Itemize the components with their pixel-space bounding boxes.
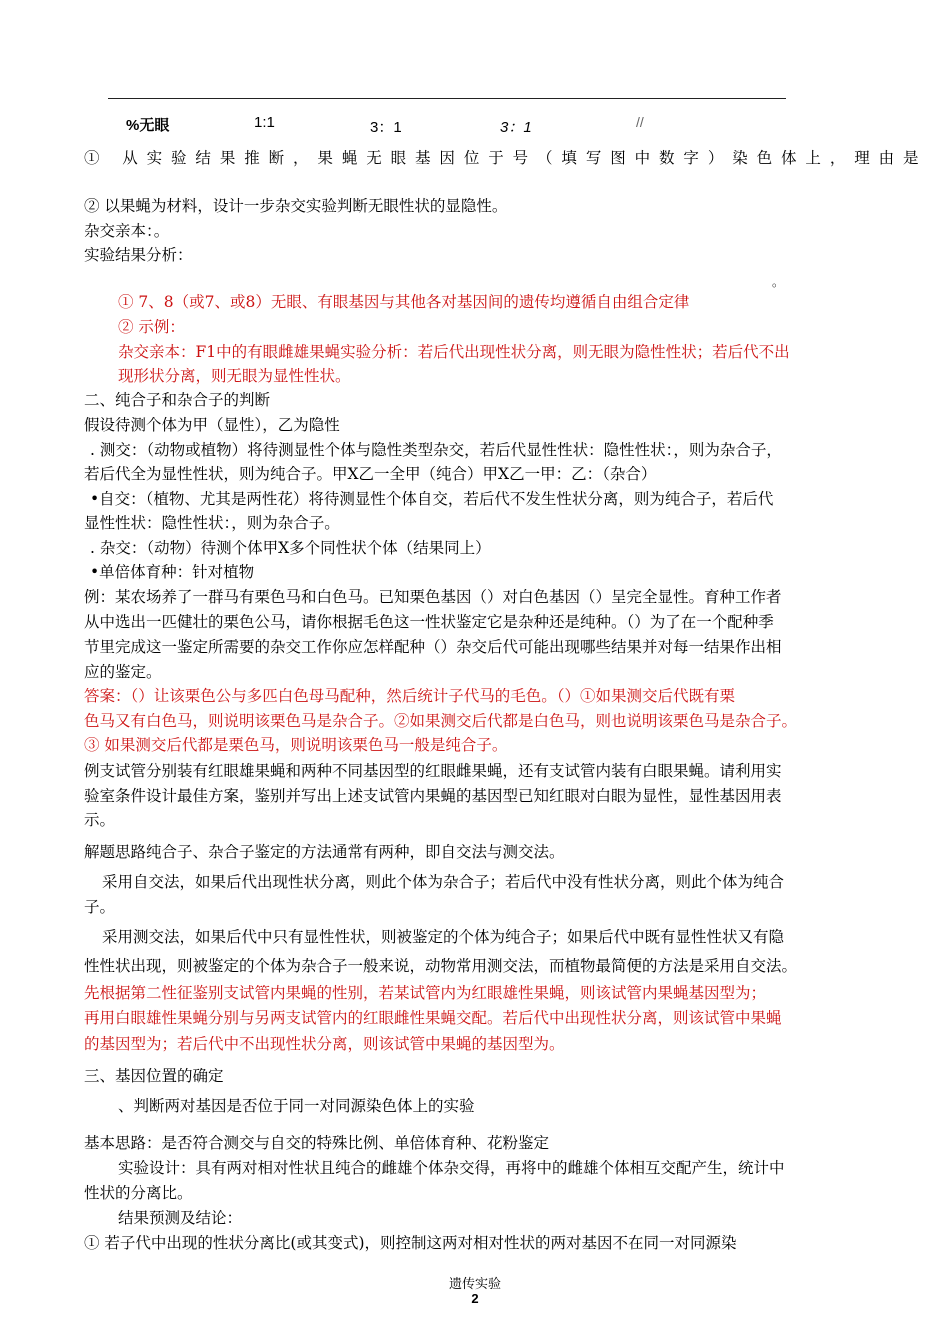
selfcross-method-line-cont: 子。 (84, 898, 116, 916)
table-row-label: %无眼 (126, 117, 170, 134)
answer-horse-line-1: 答案：（）让该栗色公与多匹白色母马配种，然后统计子代马的毛色。（）①如果测交后代既有栗 (84, 687, 736, 705)
cross-parents-line: 杂交亲本：。 (84, 222, 170, 240)
example-fly-line-1: 例支试管分别装有红眼雄果蝇和两种不同基因型的红眼雌果蝇，还有支试管内装有白眼果蝇。请利用实 (84, 762, 782, 780)
answer-fly-line-3: 的基因型为；若后代中不出现性状分离，则该试管中果蝇的基因型为。 (84, 1035, 565, 1053)
testcross-method-line-cont: 性性状出现，则被鉴定的个体为杂合子一般来说，动物常用测交法，而植物最简便的方法是采用自交法。 (84, 957, 798, 975)
experiment-design-line-cont: 性状的分离比。 (84, 1184, 193, 1202)
testcross-method-line: 采用测交法，如果后代中只有显性性状，则被鉴定的个体为纯合子；如果后代中既有显性性状又有隐 (102, 928, 785, 946)
selfcross-line: •自交：（植物、尤其是两性花）将待测显性个体自交，若后代不发生性状分离，则为纯合子，若后代 (90, 490, 774, 508)
result-prediction-heading: 结果预测及结论： (118, 1209, 243, 1227)
example-fly-line-2: 验室条件设计最佳方案，鉴别并写出上述支试管内果蝇的基因型已知红眼对白眼为显性，显性基因用表 (84, 787, 782, 805)
result-analysis-line: 实验结果分析： (84, 246, 193, 264)
answer-parents-line: 杂交亲本：F1中的有眼雌雄果蝇实验分析：若后代出现性状分离，则无眼为隐性性状；若后代不出 (118, 343, 790, 361)
answer-2-line: ② 示例： (118, 318, 185, 336)
experiment-design-line: 实验设计：具有两对相对性状且纯合的雌雄个体杂交得，再将中的雌雄个体相互交配产生，统计中 (118, 1159, 785, 1177)
question-2-line: ② 以果蝇为材料，设计一步杂交实验判断无眼性状的显隐性。 (84, 197, 508, 215)
assumption-line: 假设待测个体为甲（显性），乙为隐性 (84, 416, 340, 434)
example-horse-line-1: 例：某农场养了一群马有栗色马和白色马。已知栗色基因（）对白色基因（）呈完全显性。育种工作者 (84, 588, 782, 606)
table-cell-4: // (636, 114, 644, 130)
page-number: 2 (471, 1291, 479, 1306)
testcross-line-cont: 若后代全为显性性状，则为纯合子。甲X乙一全甲（纯合）甲X乙一甲：乙：（杂合） (84, 465, 657, 483)
answer-fly-line-1: 先根据第二性征鉴别支试管内果蝇的性别，若某试管内为红眼雄性果蝇，则该试管内果蝇基因型为； (84, 984, 767, 1002)
table-top-rule (108, 98, 786, 99)
answer-horse-line-3: ③ 如果测交后代都是栗色马，则说明该栗色马一般是纯合子。 (84, 736, 508, 754)
basic-idea-line: 基本思路：是否符合测交与自交的特殊比例、单倍体育种、花粉鉴定 (84, 1134, 550, 1152)
table-cell-1: 1:1 (254, 114, 275, 131)
answer-horse-line-2: 色马又有白色马，则说明该栗色马是杂合子。②如果测交后代都是白色马，则也说明该栗色马是杂合子。 (84, 712, 798, 730)
example-horse-line-3: 节里完成这一鉴定所需要的杂交工作你应怎样配种（）杂交后代可能出现哪些结果并对每一结果作出相 (84, 638, 782, 656)
solution-idea-line: 解题思路纯合子、杂合子鉴定的方法通常有两种，即自交法与测交法。 (84, 843, 565, 861)
example-horse-line-2: 从中选出一匹健壮的栗色公马，请你根据毛色这一性状鉴定它是杂种还是纯种。（）为了在一个配种季 (84, 613, 774, 631)
selfcross-method-line: 采用自交法，如果后代出现性状分离，则此个体为杂合子；若后代中没有性状分离，则此个体为纯合 (102, 873, 785, 891)
selfcross-line-cont: 显性性状：隐性性状：，则为杂合子。 (84, 514, 340, 532)
testcross-line: . 测交：（动物或植物）将待测显性个体与隐性类型杂交，若后代显性性状：隐性性状：，则为杂合子， (90, 441, 782, 459)
question-1-line: ① 从实验结果推断，果蝇无眼基因位于号（填写图中数字）染色体上，理由是 (84, 149, 928, 167)
section-3-heading: 三、基因位置的确定 (84, 1067, 224, 1085)
hybrid-line: . 杂交：（动物）待测个体甲X多个同性状个体（结果同上） (90, 539, 491, 557)
example-horse-line-4: 应的鉴定。 (84, 663, 162, 681)
answer-fly-line-2: 再用白眼雄性果蝇分别与另两支试管内的红眼雌性果蝇交配。若后代中出现性状分离，则该试管中果蝇 (84, 1009, 782, 1027)
haploid-line: •单倍体育种：针对植物 (90, 563, 255, 581)
subsection-heading: 、判断两对基因是否位于同一对同源染色体上的实验 (118, 1097, 475, 1115)
result-prediction-line-1: ① 若子代中出现的性状分离比(或其变式)，则控制这两对相对性状的两对基因不在同一对同源染 (84, 1234, 737, 1252)
table-cell-2: 3：1 (370, 119, 402, 136)
footer-title: 遗传实验 (448, 1277, 501, 1292)
example-fly-line-3: 示。 (84, 811, 116, 829)
section-2-heading: 二、纯合子和杂合子的判断 (84, 391, 271, 409)
answer-parents-line-cont: 现形状分离，则无眼为显性性状。 (118, 367, 351, 385)
trailing-period: 。 (772, 275, 785, 289)
table-cell-3: 3：1 (500, 119, 532, 136)
answer-1-line: ① 7、8（或7、或8）无眼、有眼基因与其他各对基因间的遗传均遵循自由组合定律 (118, 293, 690, 311)
